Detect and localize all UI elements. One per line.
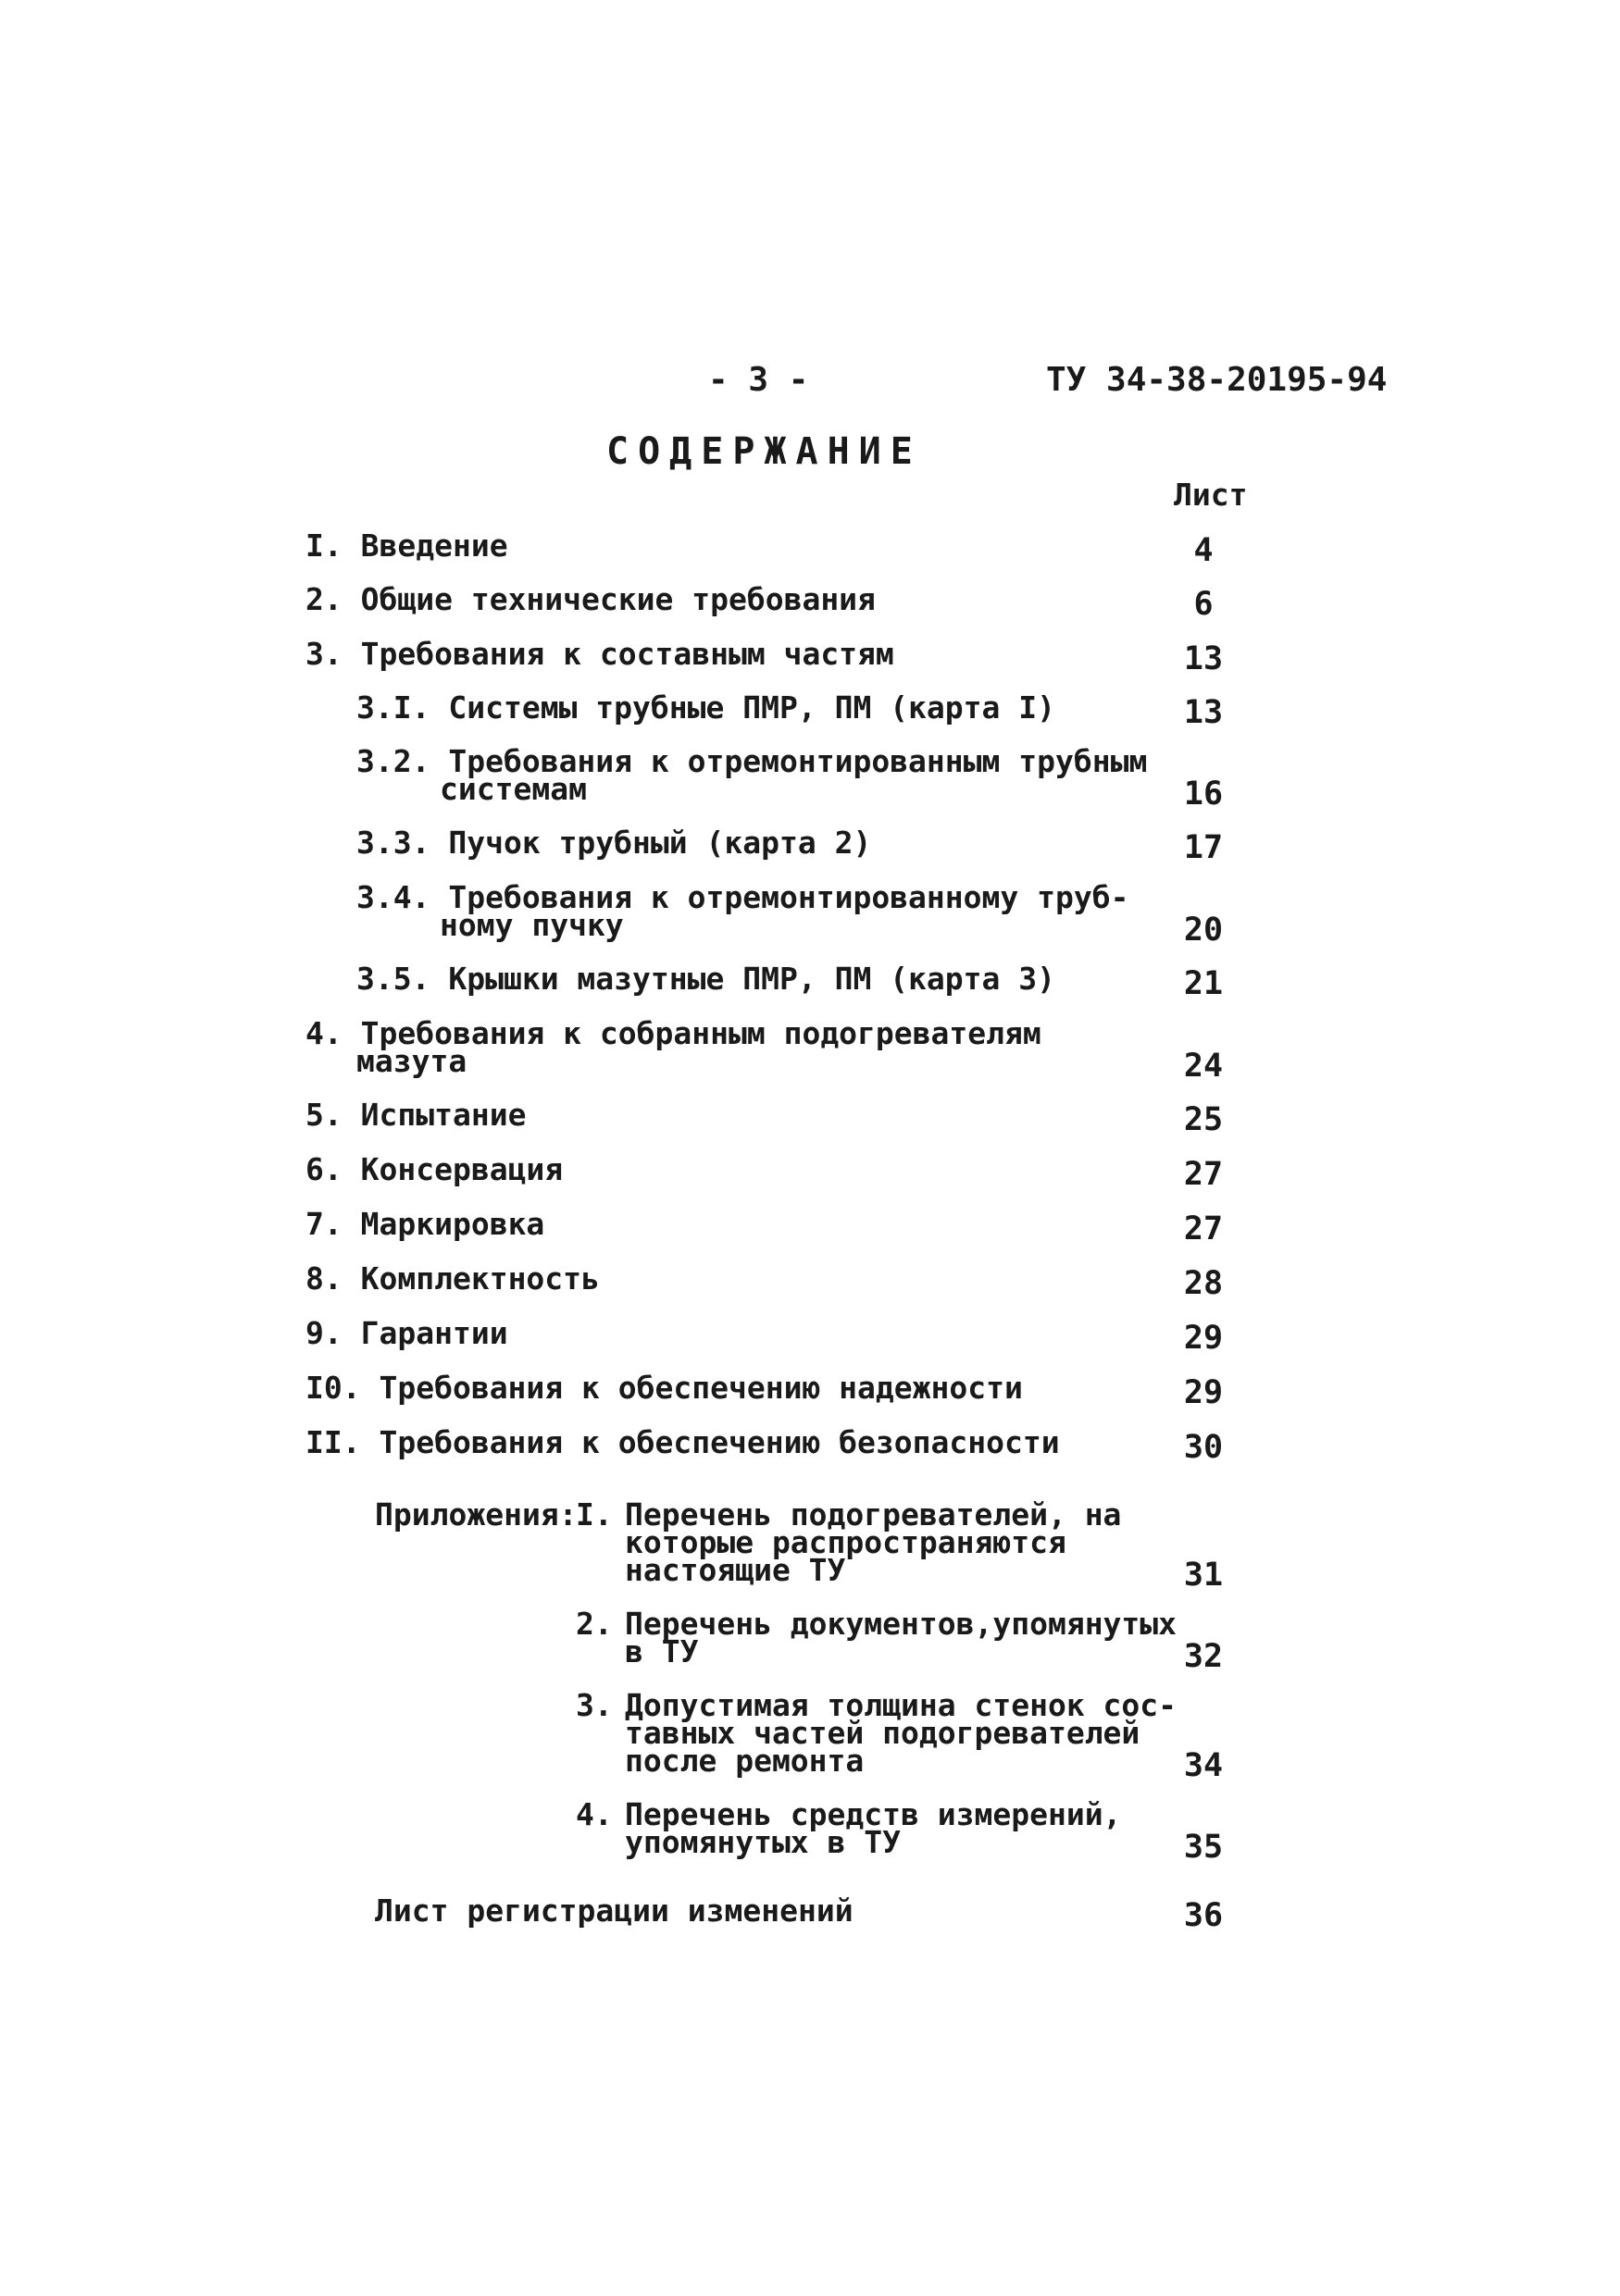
toc-item-text: Маркировка [360, 1206, 545, 1242]
appendix-text-line1: Перечень средств измерений, [625, 1796, 1122, 1832]
toc-item-text-line1: Требования к отремонтированному труб- [448, 879, 1129, 915]
toc-item [305, 1315, 508, 1351]
toc-item [305, 581, 876, 617]
toc-item [305, 636, 894, 672]
toc-item-text-line1: Требования к отремонтированным трубным [448, 743, 1148, 779]
toc-item-text: Введение [360, 527, 508, 564]
toc-item [305, 1370, 1023, 1406]
page-number: - 3 - [708, 361, 809, 399]
toc-item-number: II. [305, 1424, 361, 1460]
toc-item-text: Крышки мазутные ПМР, ПМ (карта 3) [448, 961, 1055, 997]
appendix-page: 34 [1183, 1747, 1224, 1784]
toc-item-page: 27 [1183, 1156, 1224, 1193]
appendices-label: Приложения: [375, 1496, 578, 1533]
toc-item-page: 16 [1183, 776, 1224, 813]
toc-item-page: 20 [1183, 912, 1224, 949]
toc-item-text: Требования к обеспечению надежности [379, 1370, 1023, 1406]
toc-item-text: Комплектность [360, 1260, 600, 1297]
toc-item-page: 27 [1183, 1210, 1224, 1247]
toc-item-text-line2: мазута [356, 1043, 467, 1079]
toc-item-number: 3.I. [356, 689, 430, 726]
toc-item-text-line2: системам [440, 771, 587, 807]
toc-item-number: I. [305, 527, 343, 564]
toc-subitem [356, 825, 872, 861]
appendix-number: 3. [576, 1687, 613, 1723]
toc-item-text: Системы трубные ПМР, ПМ (карта I) [448, 689, 1055, 726]
toc-item-text: Общие технические требования [360, 581, 876, 617]
appendix-number: 4. [576, 1796, 613, 1832]
appendix-number: 2. [576, 1606, 613, 1642]
appendix-text-line1: Перечень документов,упомянутых [625, 1606, 1178, 1642]
toc-item-page: 30 [1183, 1429, 1224, 1466]
change-sheet-page: 36 [1183, 1897, 1224, 1934]
toc-item [305, 1097, 527, 1133]
toc-item-number: 3.3. [356, 825, 430, 861]
toc-item-page: 25 [1183, 1101, 1224, 1138]
toc-item-number: 9. [305, 1315, 343, 1351]
appendix-text-line2: тавных частей подогревателей [625, 1715, 1140, 1751]
appendix-text-line1: Допустимая толщина стенок сос- [625, 1687, 1178, 1723]
toc-item-text: Консервация [360, 1151, 564, 1187]
toc-item-text-line2: ному пучку [440, 907, 624, 943]
toc-item-text: Пучок трубный (карта 2) [448, 825, 872, 861]
toc-item-number: 3.5. [356, 961, 430, 997]
toc-item-number: 3.2. [356, 743, 430, 779]
toc-item-page: 21 [1183, 965, 1224, 1002]
toc-item-page: 29 [1183, 1320, 1224, 1357]
toc-item-text-line1: Требования к собранным подогревателям [360, 1015, 1041, 1051]
toc-item-number: 2. [305, 581, 343, 617]
toc-item-number: I0. [305, 1370, 361, 1406]
toc-item-text: Испытание [360, 1097, 527, 1133]
toc-subitem [356, 689, 1055, 726]
toc-item-number: 6. [305, 1151, 343, 1187]
toc-item-number: 4. [305, 1015, 343, 1051]
toc-item-page: 24 [1183, 1048, 1224, 1085]
column-header-sheet: Лист [1174, 477, 1248, 513]
appendix-page: 32 [1183, 1638, 1224, 1675]
toc-item [305, 1424, 1060, 1460]
toc-item-page: 4 [1193, 532, 1214, 569]
appendix-page: 35 [1183, 1829, 1224, 1866]
toc-item-page: 17 [1183, 829, 1224, 866]
toc-item-page: 6 [1193, 586, 1214, 623]
appendix-number: I. [576, 1496, 613, 1533]
toc-item-number: 7. [305, 1206, 343, 1242]
toc-item-number: 8. [305, 1260, 343, 1297]
toc-item [305, 1260, 600, 1297]
toc-item-number: 3.4. [356, 879, 430, 915]
toc-item-page: 29 [1183, 1374, 1224, 1411]
toc-item-number: 5. [305, 1097, 343, 1133]
toc-item-text: Гарантии [360, 1315, 508, 1351]
document-code: ТУ 34-38-20195-94 [1046, 361, 1388, 399]
toc-item-page: 28 [1183, 1265, 1224, 1302]
appendix-text-line2: упомянутых в ТУ [625, 1824, 902, 1860]
change-sheet-entry: Лист регистрации изменений [375, 1893, 854, 1929]
toc-item-text: Требования к составным частям [360, 636, 894, 672]
toc-item-text: Требования к обеспечению безопасности [379, 1424, 1060, 1460]
appendix-text-line2: которые распространяются [625, 1524, 1066, 1560]
appendix-page: 31 [1183, 1557, 1224, 1594]
toc-item [305, 527, 508, 564]
appendix-text-line3: после ремонта [625, 1743, 865, 1779]
appendix-text-line2: в ТУ [625, 1633, 699, 1669]
appendix-text-line3: настоящие ТУ [625, 1552, 846, 1588]
appendix-text-line1: Перечень подогревателей, на [625, 1496, 1122, 1533]
toc-subitem [356, 961, 1055, 997]
toc-item-number: 3. [305, 636, 343, 672]
toc-item-page: 13 [1183, 640, 1224, 677]
toc-item [305, 1151, 564, 1187]
page-title: СОДЕРЖАНИЕ [606, 430, 922, 473]
toc-item-page: 13 [1183, 694, 1224, 731]
toc-item [305, 1206, 545, 1242]
